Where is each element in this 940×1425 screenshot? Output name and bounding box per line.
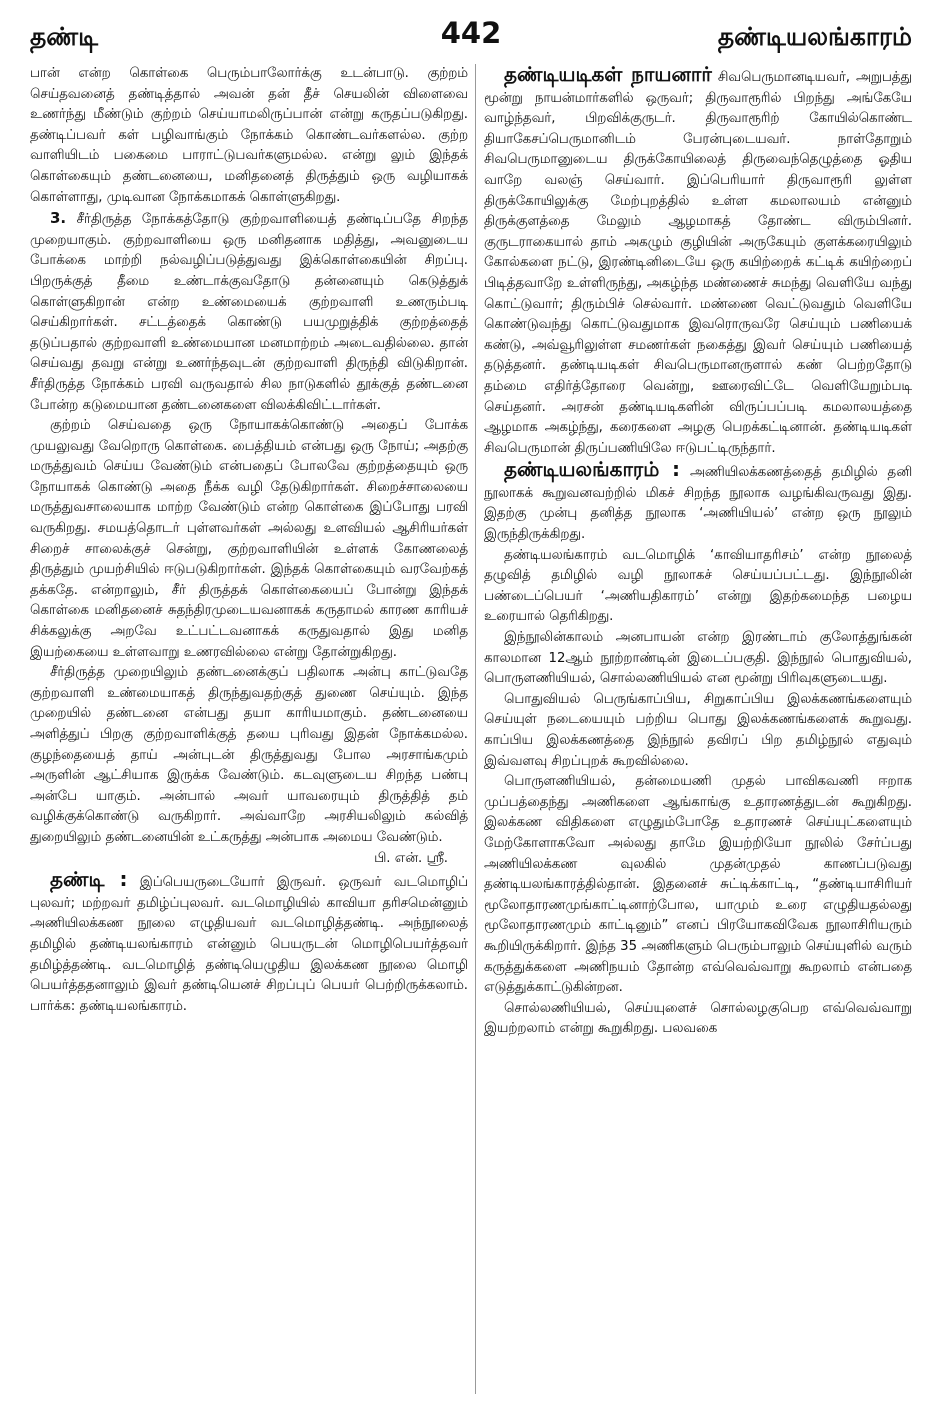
column-divider bbox=[475, 64, 476, 1394]
entry bbox=[30, 869, 468, 1017]
paragraph: தண்டியலங்காரம் வடமொழிக் ‘காவியாதரிசம்’ என்ற நூலைத் தழுவித் தமிழில் வழி நூலாகச் செய்யப்பட்டது. இந்நூலின் பண்டைப்பெயர் ‘அணியதிகாரம்’ என்று இதற்கமைந்த பழைய உரையால் தெரிகிறது. bbox=[484, 547, 912, 625]
page-number: 442 bbox=[440, 16, 502, 50]
entry bbox=[484, 64, 912, 459]
right-column bbox=[484, 64, 912, 1409]
paragraph: இந்நூலின்காலம் அனபாயன் என்ற இரண்டாம் குலோத்துங்கன் காலமான 12ஆம் நூற்றாண்டின் இடைப்பகுதி. இந்நூல் பொதுவியல், பொருளணியியல், சொல்லணியியல் என மூன்று பிரிவுகளுடையது. bbox=[484, 630, 912, 687]
paragraph: சொல்லணியியல், செய்யுளைச் சொல்லழகுபெற எவ்வெவ்வாறு இயற்றலாம் என்று கூறுகிறது. பலவகை bbox=[484, 1000, 912, 1037]
author-signature: பி. என். ஸ்ரீ. bbox=[374, 850, 448, 866]
entry-headword: தண்டியடிகள் நாயனார் bbox=[504, 64, 712, 86]
entry-text: இப்பெயருடையோர் இருவர். ஒருவர் வடமொழிப் புலவர்; மற்றவர் தமிழ்ப்புலவர். வடமொழியில் காவியா தரிசமென்னும் அணியிலக்கண நூலை எழுதியவர் வடமொழித்தண்டி. அந்நூலைத் தமிழில் தண்டியலங்காரம் என்னும் பெயருடன் மொழிபெயர்த்தவர் தமிழ்த்தண்டி. வடமொழித் தண்டியெழுதிய இலக்கண நூலை மொழி பெயர்த்ததனாலும் இவர் தண்டியெனச் சிறப்புப் பெயர் பெற்றிருக்கலாம். பார்க்க: தண்டியலங்காரம். bbox=[30, 875, 468, 1014]
entry-text: அணியிலக்கணத்தைத் தமிழில் தனி நூலாகக் கூறுவனவற்றில் மிகச் சிறந்த நூலாக வழங்கிவருவது இது. இதற்கு முன்பு தனித்த நூலாக ‘அணியியல்’ என்ற ஒரு நூலும் இருந்திருக்கிறது. bbox=[484, 465, 912, 543]
paragraph: பொதுவியல் பெருங்காப்பிய, சிறுகாப்பிய இலக்கணங்களையும் செய்யுள் நடையையும் பற்றிய பொது இலக்கணங்களைக் கூறுவது. காப்பிய இலக்கணத்தை இந்நூல் தவிரப் பிற தமிழ்நூல் எதுவும் இவ்வளவு சிறப்புறக் கூறவில்லை. bbox=[484, 691, 912, 769]
paragraph: பொருளணியியல், தன்மையணி முதல் பாவிகவணி ஈறாக முப்பத்தைந்து அணிகளை ஆங்காங்கு உதாரணத்துடன் கூறுகிறது. இலக்கண விதிகளை எழுதும்போதே உதாரணச் செய்யுட்களையும் மேற்கோளாகவோ அல்லது தாமே இயற்றியோ நூலில் சேர்ப்பது அணியிலக்கண வுலகில் முதன்முதல் காணப்படுவது தண்டியலங்காரத்தில்தான். இதனைச் சுட்டிக்காட்டி, “தண்டியாசிரியர் மூலோதாரணமுங்காட்டினாற்போல, யாமும் உரை எழுதியதல்லது மூலோதாரணமும் காட்டினும்” எனப் பிரயோகவிவேக நூலாசிரியரும் கூறியிருக்கிறார். இந்த 35 அணிகளும் பெரும்பாலும் செய்யுளில் வரும் கருத்துக்களை அணிநயம் தோன்ற எவ்வெவ்வாறு கூறலாம் என்பதை எடுத்துக்காட்டுகின்றன. bbox=[484, 774, 912, 996]
paragraph: சீர்திருத்த முறையிலும் தண்டனைக்குப் பதிலாக அன்பு காட்டுவதே குற்றவாளி உண்மையாகத் திருந்துவதற்குத் துணை செய்யும். இந்த முறையில் தண்டனை என்பது தயா காரியமாகும். தண்டனையை அளித்துப் பிறகு குற்றவாளிக்குத் தயை புரிவது இதன் நோக்கமல்ல. குழந்தையைத் தாய் அன்புடன் திருத்துவது போல அரசாங்கமும் அருளின் ஆட்சியாக இருக்க வேண்டும். கடவுளுடைய சிறந்த பண்பு அன்பே யாகும். அன்பால் அவர் யாவரையும் திருத்தித் தம் வழிக்குக்கொண்டு வருகிறார். அவ்வாறே அரசியலிலும் கல்வித் துறையிலும் தண்டனையின் உட்கருத்து அன்பாக அமைய வேண்டும். bbox=[30, 665, 468, 845]
left-column bbox=[30, 64, 468, 1409]
paragraph: பான் என்ற கொள்கை பெரும்பாலோர்க்கு உடன்பாடு. குற்றம் செய்தவனைத் தண்டித்தால் அவன் தன் தீச் செயலின் விளைவை உணர்ந்து மீண்டும் குற்றம் செய்யாமலிருப்பான் என்று கருதப்படுகிறது. தண்டிப்பவர் கள் பழிவாங்கும் நோக்கம் கொண்டவர்களல்ல. குற்ற வாளியிடம் பகைமை பாராட்டுபவர்களுமல்ல. என்று லும் இந்தக் கொள்கையும் தண்டனையை, மனிதனைத் திருத்தும் ஒரு வழியாகக் கொள்ளாது, முடிவான நோக்கமாகக் கொள்ளுகிறது. bbox=[30, 66, 468, 205]
page-header bbox=[30, 16, 912, 62]
running-head-left: தண்டி bbox=[30, 22, 98, 51]
entry-text: சிவபெருமானடியவர், அறுபத்து மூன்று நாயன்மார்களில் ஒருவர்; திருவாரூரில் பிறந்து அங்கேயே வாழ்ந்தவர், பிறவிக்குருடர். திருவாரூரிற் கோயில்கொண்ட தியாகேசப்பெருமானிடம் பேரன்புடையவர். நாள்தோறும் சிவபெருமானுடைய திருக்கோயிலைத் திருவைந்தெழுத்தை ஓதிய வாறே வலஞ் செய்வார். இப்பெரியார் திருவாரூரி லுள்ள திருக்கோயிலுக்கு மேற்புறத்தில் உள்ள கமலாலயம் என்னும் திருக்குளத்தை மேலும் ஆழமாகத் தோண்ட விரும்பினர். குருடராகையால் தாம் அகழும் குழியின் அருகேயும் குளக்கரையிலும் கோல்களை நட்டு, இரண்டினிடையே ஒரு கயிற்றைக் கட்டிக் கயிற்றைப் பிடித்தவாறே உள்ளிருந்து, அகழ்ந்த மண்ணைச் சுமந்து வெளியே வந்து கொட்டுவார்; திரும்பிச் செல்வார். மண்ணை வெட்டுவதும் வெளியே கொண்டுவந்து கொட்டுவதுமாக இவரொருவரே செய்யும் பணியைக் கண்டு, அவ்வூரிலுள்ள சமணர்கள் நகைத்து இவர் செய்யும் பணியைத் தடுத்தனர். தண்டியடிகள் சிவபெருமானருளால் கண் பெற்றதோடு தம்மை எதிர்த்தோரை வென்று, ஊரைவிட்டே வெளியேறும்படி செய்தனர். அரசன் தண்டியடிகளின் விருப்பப்படி கமலாலயத்தை ஆழமாக அகழ்ந்து, கரைகளை அழகு பெறக்கட்டினான். தண்டியடிகள் சிவபெருமான் திருப்பணியிலே ஈடுபட்டிருந்தார். bbox=[484, 70, 912, 456]
section-number: 3. bbox=[50, 209, 67, 228]
entry bbox=[484, 459, 912, 545]
paragraph: குற்றம் செய்வதை ஒரு நோயாகக்கொண்டு அதைப் போக்க முயலுவது வேறொரு கொள்கை. பைத்தியம் என்பது ஒரு நோய்; அதற்கு மருத்துவம் செய்ய வேண்டும் என்பதைப் போலவே குற்றத்தையும் ஒரு நோயாகக் கொண்டு அதை நீக்க வழி தேடுகிறார்கள். சிறைச்சாலையை மருத்துவசாலையாக மாற்ற வேண்டும் என்ற கொள்கை இப்போது பரவி வருகிறது. சமயத்தொடர் புள்ளவர்கள் அல்லது உளவியல் ஆசிரியர்கள் சிறைச் சாலைக்குச் சென்று, குற்றவாளியின் உள்ளக் கோணலைத் திருத்தும் முயற்சியில் ஈடுபடுகிறார்கள். இந்தக் கொள்கையும் வரவேற்கத் தக்கதே. என்றாலும், சீர் திருத்தக் கொள்கையைப் போன்று இந்தக் கொள்கை மனிதனைச் சுதந்திரமுடையவனாகக் கருதாமல் காரண காரியச் சிக்கலுக்கு அறவே உட்பட்டவனாகக் கருதுவதால் இது மனித இயற்கையை உள்ளவாறு உணரவில்லை என்று தோன்றுகிறது. bbox=[30, 418, 468, 660]
paragraph bbox=[30, 208, 468, 416]
running-head-right: தண்டியலங்காரம் bbox=[717, 22, 912, 51]
paragraph-text: சீர்திருத்த நோக்கத்தோடு குற்றவாளியைத் தண்டிப்பதே சிறந்த முறையாகும். குற்றவாளியை ஒரு மனிதனாக மதித்து, அவனுடைய போக்கை மாற்றி நல்வழிப்படுத்துவது இக்கொள்கையின் சிறப்பு. பிறருக்குத் தீமை உண்டாக்குவதோடு தன்னையும் கெடுத்துக் கொள்ளுகிறான் என்ற உண்மையைக் குற்றவாளி உணரும்படி செய்கிறார்கள். சட்டத்தைக் கொண்டு பயமுறுத்திக் குற்றத்தைத் தடுப்பதால் குற்றவாளி உண்மையான மனமாற்றம் அடைவதில்லை. தான் செய்வது தவறு என்று உணர்ந்தவுடன் குற்றவாளி திருந்தி விடுகிறான். சீர்திருத்த நோக்கம் பரவி வருவதால் சில நாடுகளில் தூக்குத் தண்டனை போன்ற கடுமையான தண்டனைகளை விலக்கிவிட்டார்கள். bbox=[30, 212, 468, 413]
entry-headword: தண்டி : bbox=[50, 867, 128, 892]
entry-headword: தண்டியலங்காரம் : bbox=[504, 457, 680, 482]
